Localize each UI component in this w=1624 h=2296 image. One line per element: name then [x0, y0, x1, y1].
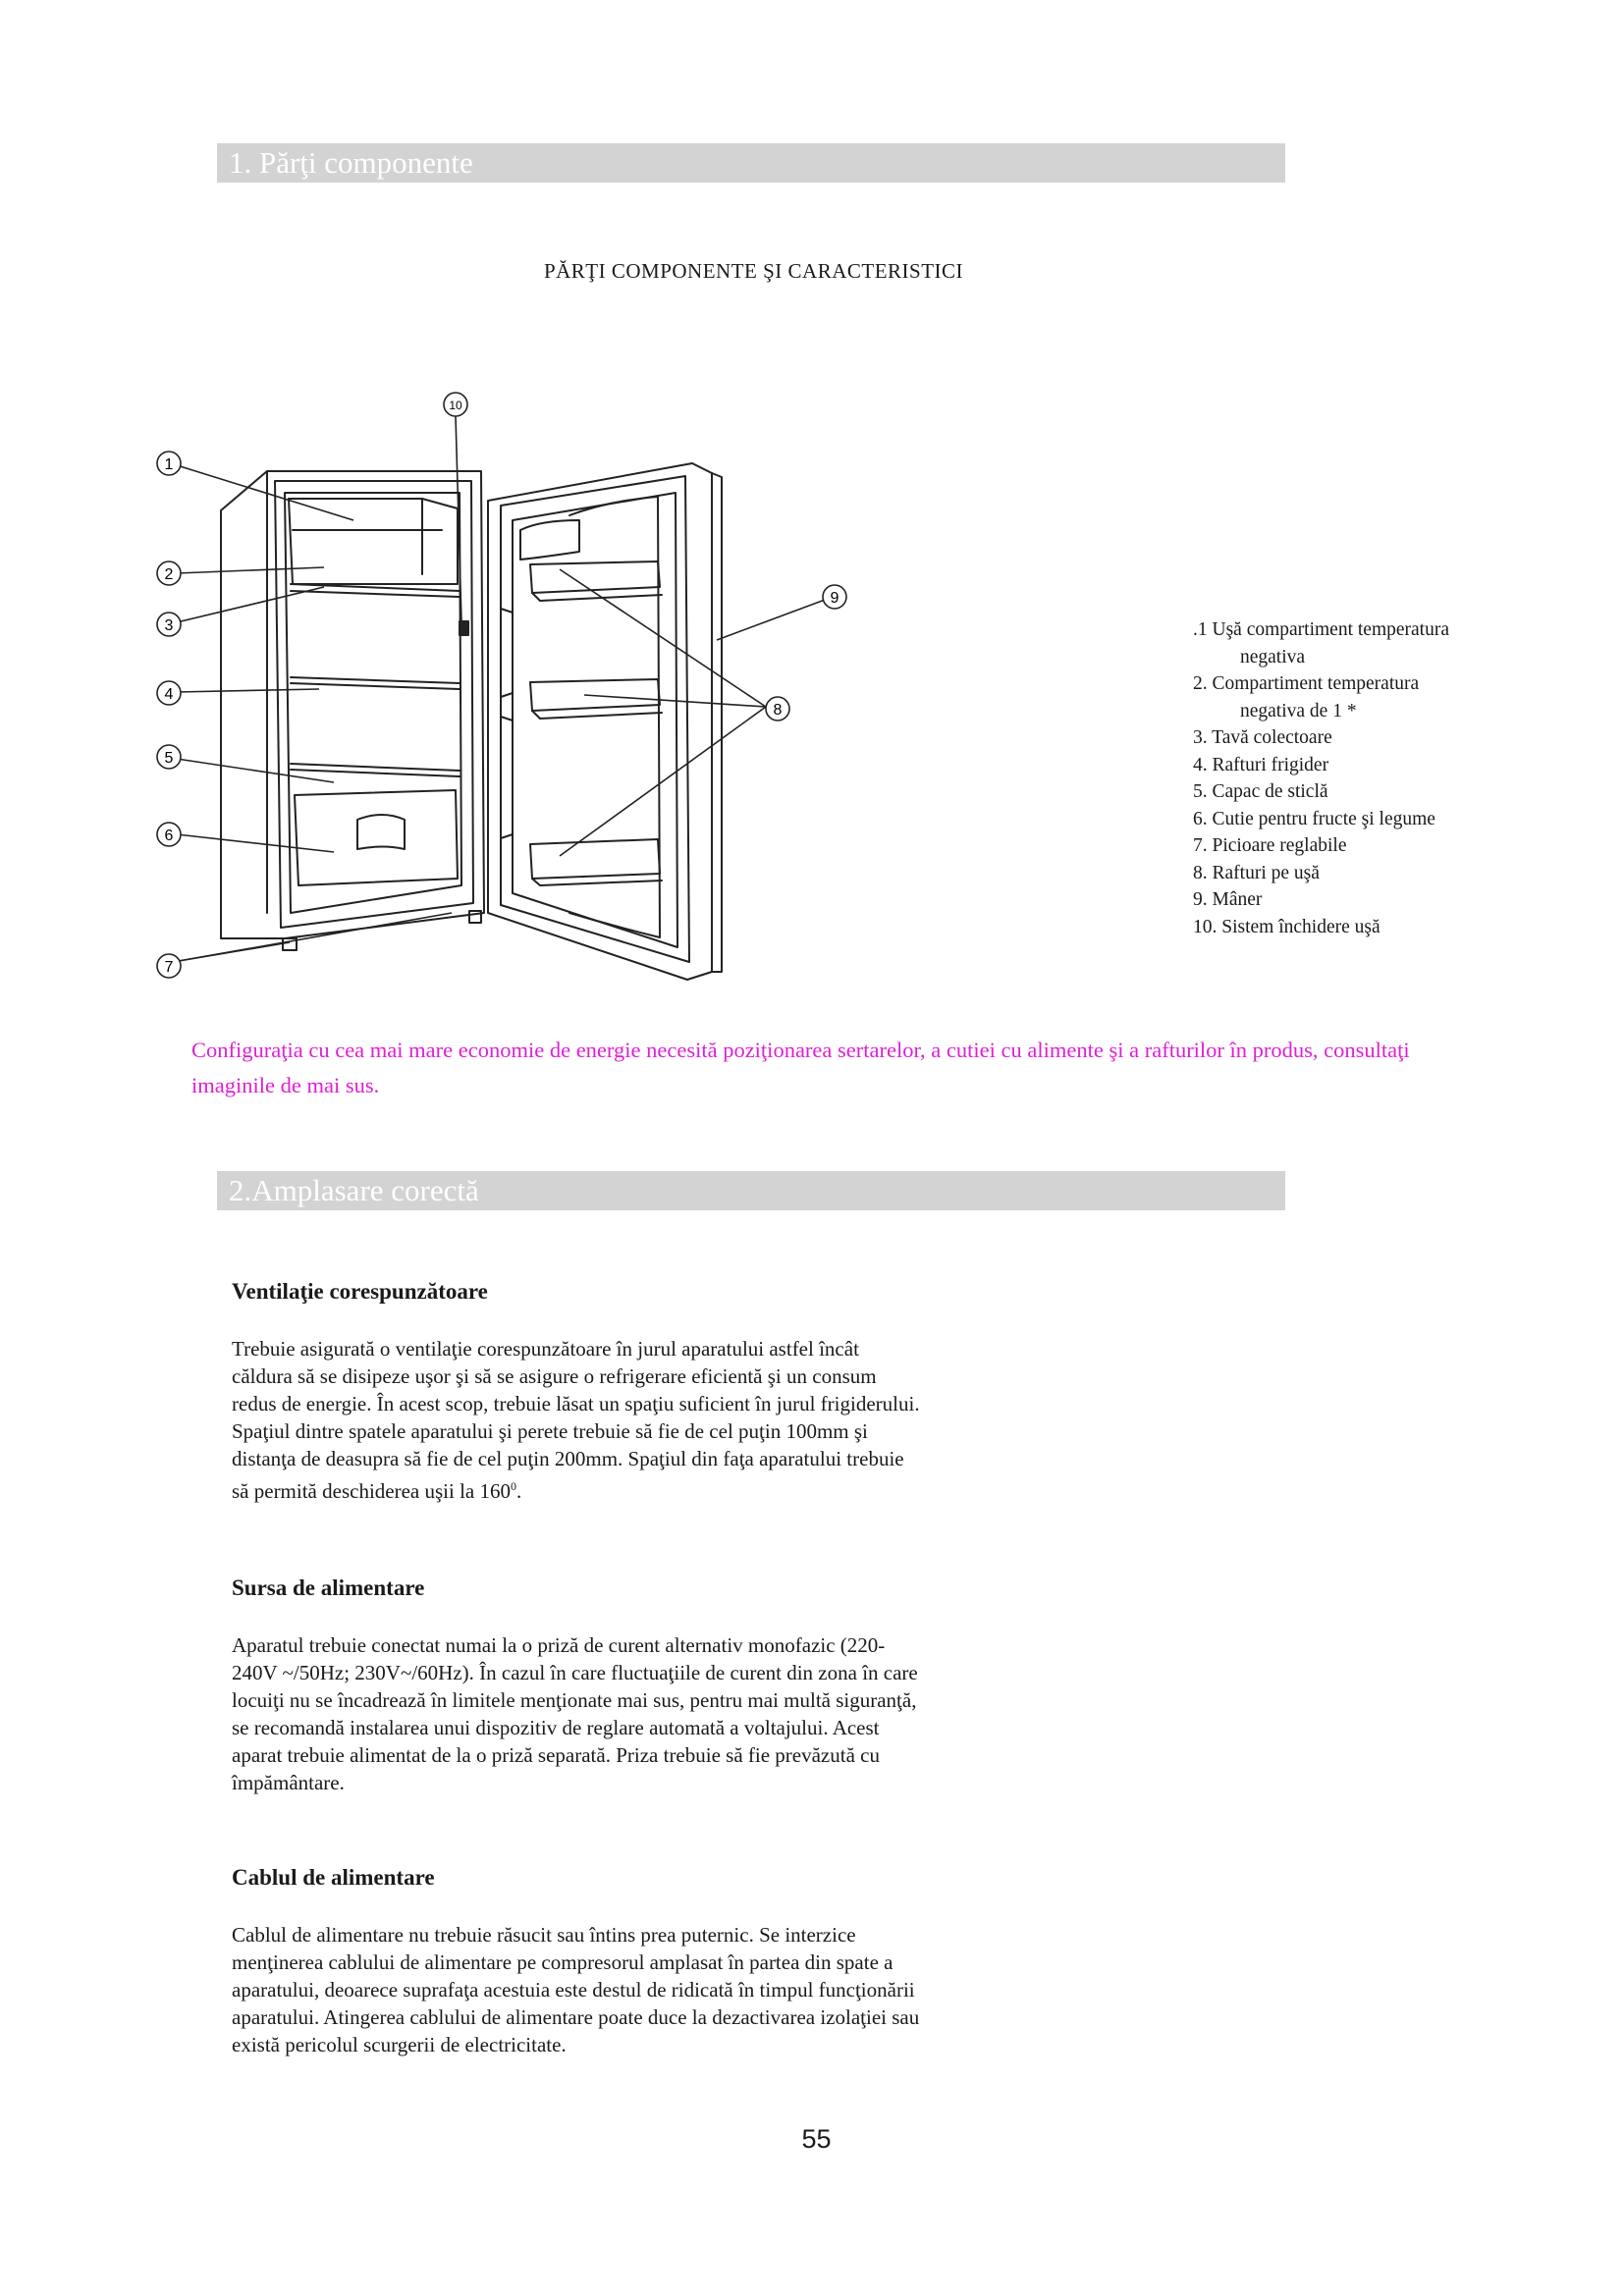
callout-10 — [444, 393, 467, 416]
callout-6 — [157, 823, 181, 846]
legend-item: .1 Uşă compartiment temperatura negativa — [1193, 619, 1449, 667]
callout-label: 10 — [449, 399, 462, 412]
callout-label: 9 — [830, 590, 839, 607]
callout-2 — [157, 561, 181, 585]
callout-label: 3 — [164, 617, 174, 634]
legend-item: 10. Sistem închidere uşă — [1193, 916, 1380, 937]
callout-3 — [157, 613, 181, 636]
callout-label: 1 — [164, 456, 174, 473]
callout-label: 7 — [164, 959, 174, 976]
legend-item: 8. Rafturi pe uşă — [1193, 862, 1320, 883]
heading-ventilation: Ventilaţie corespunzătoare — [232, 1279, 488, 1304]
callout-label: 5 — [164, 750, 174, 767]
section-title-2: 2.Amplasare corectă — [229, 1173, 479, 1207]
section-banner-2 — [217, 1171, 1285, 1210]
legend-item: 7. Picioare reglabile — [1193, 835, 1347, 856]
legend-item: 4. Rafturi frigider — [1193, 754, 1329, 775]
heading-power-source: Sursa de alimentare — [232, 1575, 425, 1600]
callout-label: 6 — [164, 828, 174, 844]
legend-item: 6. Cutie pentru fructe şi legume — [1193, 808, 1435, 829]
callout-1 — [157, 452, 181, 475]
section-banner-1 — [217, 143, 1285, 183]
callout-4 — [157, 681, 181, 705]
section-title-1: 1. Părţi componente — [229, 145, 473, 180]
legend-item: 2. Compartiment temperatura negativa de 1 * — [1193, 673, 1420, 721]
callout-9 — [823, 585, 846, 609]
callout-label: 2 — [164, 566, 174, 583]
callout-7 — [157, 954, 181, 978]
fridge-drawing — [221, 463, 722, 980]
legend-item: 3. Tavă colectoare — [1193, 727, 1332, 748]
legend-item: 9. Mâner — [1193, 889, 1263, 910]
paragraph-power-source: Aparatul trebuie conectat numai la o priză de curent alternativ monofazic (220- 240V ~/50Hz; 230V~/60Hz). În cazul în care fluctuaţiile de curent din zona în care locuiţi nu se încadrează în limitele menţionate mai sus, pentru mai multă siguranţă, se recomandă instalarea unui dispozitiv de reglare automată a voltajului. Acest aparat trebuie alimentat de la o priză separată. Priza trebuie să fie prevăzută cu împământare. — [232, 1633, 918, 1794]
callout-label: 8 — [773, 702, 783, 719]
refrigerator-diagram — [147, 383, 854, 996]
diagram-subtitle: PĂRŢI COMPONENTE ŞI CARACTERISTICI — [543, 259, 964, 283]
energy-note: Configuraţia cu cea mai mare economie de energie necesită poziţionarea sertarelor, a cutiei cu alimente şi a rafturilor în produs, consultaţi imaginile de mai sus. — [191, 1038, 1410, 1097]
callout-8 — [766, 697, 789, 721]
paragraph-power-cable: Cablul de alimentare nu trebuie răsucit sau întins prea puternic. Se interzice menţinerea cablului de alimentare pe compresorul amplasat în partea din spate a aparatului, deoarece suprafaţa acestuia este destul de ridicată în timpul funcţionării aparatului. Atingerea cablului de alimentare poate duce la dezactivarea izolaţiei sau există pericolul scurgerii de electricitate. — [232, 1923, 920, 2056]
callout-5 — [157, 745, 181, 769]
heading-power-cable: Cablul de alimentare — [232, 1865, 435, 1890]
parts-legend — [1193, 616, 1527, 940]
legend-item: 5. Capac de sticlă — [1193, 781, 1328, 802]
paragraph-ventilation: Trebuie asigurată o ventilaţie corespunzătoare în jurul aparatului astfel încât căldura să se disipeze uşor şi să se asigure o refrigerare eficientă şi un consum redus de energie. În acest scop, trebuie lăsat un spaţiu suficient în jurul frigiderului. Spaţiul dintre spatele aparatului şi perete trebuie să fie de cel puţin 100mm şi distanţa de deasupra să fie de cel puţin 200mm. Spaţiul din faţa aparatului trebuie să permită deschiderea uşii la $160^0$. — [232, 1337, 920, 1503]
callout-label: 4 — [164, 686, 174, 703]
page-number: 55 — [801, 2124, 832, 2154]
